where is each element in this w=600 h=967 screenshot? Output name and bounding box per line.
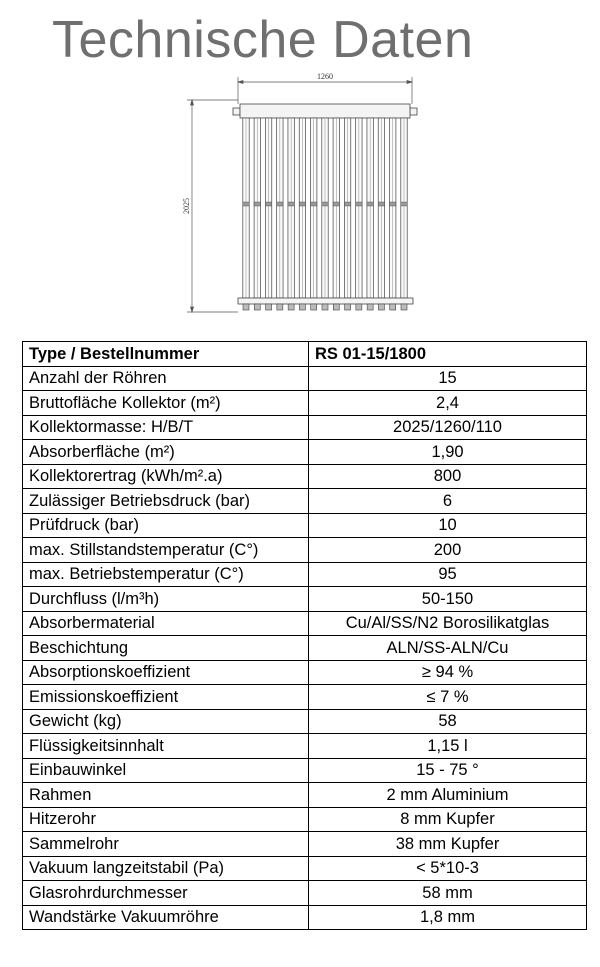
spec-label: Anzahl der Röhren — [23, 366, 309, 391]
spec-value: 10 — [309, 513, 587, 538]
tube-foot — [254, 304, 260, 310]
spec-label: Emissionskoeffizient — [23, 685, 309, 710]
spec-label: Absorptionskoeffizient — [23, 660, 309, 685]
collector-drawing — [180, 70, 420, 320]
table-row — [23, 636, 587, 661]
spec-value: 2025/1260/110 — [309, 415, 587, 440]
table-header-row — [23, 342, 587, 367]
table-row — [23, 489, 587, 514]
tube-foot — [378, 304, 384, 310]
spec-label: Flüssigkeitsinnhalt — [23, 734, 309, 759]
spec-value: Cu/Al/SS/N2 Borosilikatglas — [309, 611, 587, 636]
spec-label: Prüfdruck (bar) — [23, 513, 309, 538]
table-row — [23, 538, 587, 563]
table-row — [23, 734, 587, 759]
table-row — [23, 440, 587, 465]
table-row — [23, 587, 587, 612]
tube-clamp — [367, 202, 373, 206]
spec-label: Wandstärke Vakuumröhre — [23, 905, 309, 930]
spec-value: 50-150 — [309, 587, 587, 612]
table-row — [23, 709, 587, 734]
table-row — [23, 881, 587, 906]
spec-label: Absorberfläche (m²) — [23, 440, 309, 465]
spec-label: Glasrohrdurchmesser — [23, 881, 309, 906]
spec-value: 2,4 — [309, 391, 587, 416]
tube-clamp — [378, 202, 384, 206]
spec-value: ≤ 7 % — [309, 685, 587, 710]
spec-value: 15 - 75 ° — [309, 758, 587, 783]
table-row — [23, 856, 587, 881]
page-title: Technische Daten — [52, 11, 474, 69]
spec-label: Vakuum langzeitstabil (Pa) — [23, 856, 309, 881]
spec-label: Hitzerohr — [23, 807, 309, 832]
width-dimension — [238, 77, 412, 104]
spec-label: Sammelrohr — [23, 832, 309, 857]
tube-foot — [390, 304, 396, 310]
tube-foot — [333, 304, 339, 310]
tube-foot — [401, 304, 407, 310]
tube-foot — [277, 304, 283, 310]
tube-foot — [345, 304, 351, 310]
spec-value: 58 — [309, 709, 587, 734]
spec-label: Bruttofläche Kollektor (m²) — [23, 391, 309, 416]
spec-value: 95 — [309, 562, 587, 587]
header-label: Type / Bestellnummer — [23, 342, 309, 367]
table-row — [23, 685, 587, 710]
spec-value: 6 — [309, 489, 587, 514]
table-row — [23, 758, 587, 783]
spec-label: Gewicht (kg) — [23, 709, 309, 734]
table-row — [23, 366, 587, 391]
spec-label: Kollektorertrag (kWh/m².a) — [23, 464, 309, 489]
spec-value: 1,15 l — [309, 734, 587, 759]
spec-value: 15 — [309, 366, 587, 391]
spec-table-body — [23, 366, 587, 930]
spec-value: 200 — [309, 538, 587, 563]
table-row — [23, 562, 587, 587]
table-row — [23, 513, 587, 538]
tube-foot — [356, 304, 362, 310]
spec-label: Kollektormasse: H/B/T — [23, 415, 309, 440]
tube-clamp — [265, 202, 271, 206]
height-dimension-label: 2025 — [182, 198, 191, 214]
table-row — [23, 783, 587, 808]
spec-label: Einbauwinkel — [23, 758, 309, 783]
spec-value: ≥ 94 % — [309, 660, 587, 685]
tube-clamp — [299, 202, 305, 206]
spec-value: 800 — [309, 464, 587, 489]
tube-clamp — [277, 202, 283, 206]
spec-label: Zulässiger Betriebsdruck (bar) — [23, 489, 309, 514]
spec-label: Absorbermaterial — [23, 611, 309, 636]
spec-label: Rahmen — [23, 783, 309, 808]
table-row — [23, 905, 587, 930]
tube-feet — [243, 304, 407, 310]
spec-label: Durchfluss (l/m³h) — [23, 587, 309, 612]
table-row — [23, 807, 587, 832]
tube-foot — [288, 304, 294, 310]
tube-foot — [299, 304, 305, 310]
table-row — [23, 415, 587, 440]
spec-table — [22, 341, 587, 930]
spec-value: 1,8 mm — [309, 905, 587, 930]
spec-label: max. Betriebstemperatur (C°) — [23, 562, 309, 587]
tube-clamp — [401, 202, 407, 206]
tube-foot — [243, 304, 249, 310]
tube-foot — [311, 304, 317, 310]
width-dimension-label: 1260 — [317, 72, 333, 81]
tube-clamp — [322, 202, 328, 206]
tube-clamp — [254, 202, 260, 206]
tube-foot — [322, 304, 328, 310]
spec-label: Beschichtung — [23, 636, 309, 661]
tube-clamp — [356, 202, 362, 206]
spec-value: 1,90 — [309, 440, 587, 465]
tube-clamp — [311, 202, 317, 206]
table-row — [23, 391, 587, 416]
height-dimension — [187, 100, 238, 312]
header-value: RS 01-15/1800 — [309, 342, 587, 367]
spec-value: 58 mm — [309, 881, 587, 906]
spec-value: 8 mm Kupfer — [309, 807, 587, 832]
spec-value: 38 mm Kupfer — [309, 832, 587, 857]
table-row — [23, 464, 587, 489]
spec-label: max. Stillstandstemperatur (C°) — [23, 538, 309, 563]
tube-clamp — [333, 202, 339, 206]
vacuum-tubes — [243, 118, 407, 298]
spec-value: ALN/SS-ALN/Cu — [309, 636, 587, 661]
tube-foot — [266, 304, 272, 310]
tube-foot — [367, 304, 373, 310]
spec-value: < 5*10-3 — [309, 856, 587, 881]
table-row — [23, 660, 587, 685]
tube-clamp — [390, 202, 396, 206]
table-row — [23, 611, 587, 636]
table-row — [23, 832, 587, 857]
tube-clamp — [243, 202, 249, 206]
header-manifold — [233, 104, 417, 118]
tube-clamp — [344, 202, 350, 206]
tube-clamp — [288, 202, 294, 206]
spec-value: 2 mm Aluminium — [309, 783, 587, 808]
bottom-rail — [238, 298, 413, 304]
